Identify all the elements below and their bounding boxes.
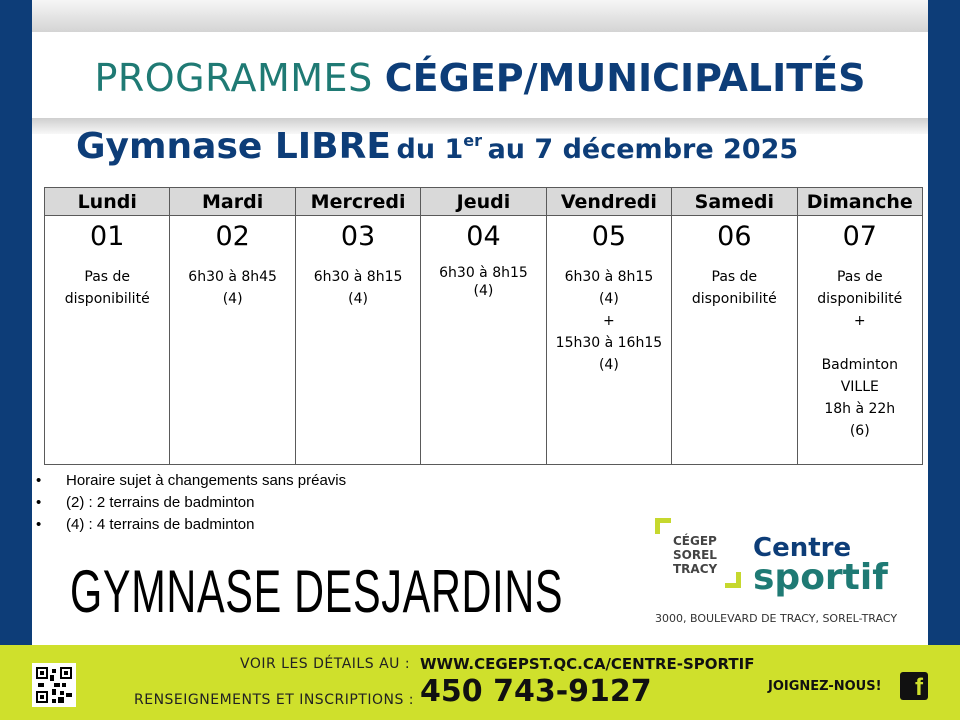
top-gradient-band [32, 0, 928, 32]
schedule-table [44, 187, 923, 465]
day-date: 04 [466, 221, 501, 252]
day-header-dimanche: Dimanche [797, 188, 922, 216]
centre-sportif-logo [655, 518, 925, 598]
day-cell-mardi [170, 216, 295, 465]
program-header [32, 56, 928, 100]
venue-name: GYMNASE DESJARDINS [70, 558, 564, 625]
right-border [928, 0, 960, 645]
join-us-text: JOIGNEZ-NOUS! [768, 679, 882, 694]
note-item: • Horaire sujet à changements sans préavis [34, 470, 346, 492]
website-link[interactable]: WWW.CEGEPST.QC.CA/CENTRE-SPORTIF [420, 655, 755, 673]
page-title [76, 126, 798, 167]
day-availability: Pas de disponibilité [64, 269, 150, 307]
notes-list [34, 470, 346, 536]
day-cell-dimanche [797, 216, 922, 465]
logo-cegep-text [673, 534, 717, 576]
day-header-lundi: Lundi [45, 188, 170, 216]
day-cell-jeudi [421, 216, 546, 465]
left-border [0, 0, 32, 645]
facebook-icon[interactable]: f [900, 672, 928, 700]
phone-number[interactable]: 450 743-9127 [420, 674, 652, 709]
day-availability: 6h30 à 8h15 (4) [313, 269, 403, 307]
day-availability: Pas de disponibilité [691, 269, 777, 307]
qr-code-icon[interactable] [32, 663, 76, 707]
info-label: RENSEIGNEMENTS ET INSCRIPTIONS : [134, 692, 414, 708]
day-availability: Pas de disponibilité + Badminton VILLE 18h à 22h (6) [817, 269, 903, 439]
address: 3000, BOULEVARD DE TRACY, SOREL-TRACY [655, 612, 898, 625]
title-date-sup: er [463, 131, 482, 150]
day-availability: 6h30 à 8h15 (4) + 15h30 à 16h15 (4) [555, 269, 663, 373]
day-date: 01 [90, 221, 125, 252]
logo-bracket-top-left [655, 518, 671, 534]
day-header-mercredi: Mercredi [295, 188, 420, 216]
logo-line-cegep: CÉGEP [673, 534, 717, 548]
title-main: Gymnase LIBRE [76, 126, 391, 167]
day-date: 07 [842, 221, 877, 252]
day-availability: 6h30 à 8h45 (4) [188, 269, 277, 307]
logo-sportif: sportif [753, 557, 888, 598]
header-title-bold: CÉGEP/MUNICIPALITÉS [384, 56, 866, 100]
day-cell-lundi [45, 216, 170, 465]
logo-line-tracy: TRACY [673, 562, 718, 576]
header-title-light: PROGRAMMES [94, 56, 373, 100]
title-date-suffix: au 7 décembre 2025 [487, 134, 799, 165]
day-cell-samedi [672, 216, 797, 465]
day-header-jeudi: Jeudi [421, 188, 546, 216]
day-header-samedi: Samedi [672, 188, 797, 216]
day-cell-mercredi [295, 216, 420, 465]
day-date: 03 [340, 221, 376, 252]
qr-code-graphic [34, 665, 74, 705]
details-label: VOIR LES DÉTAILS AU : [240, 656, 411, 672]
logo-line-sorel: SOREL [673, 548, 717, 562]
note-item: • (2) : 2 terrains de badminton [34, 492, 346, 514]
schedule-row [45, 216, 923, 465]
day-cell-vendredi [546, 216, 671, 465]
day-header-mardi: Mardi [170, 188, 295, 216]
day-date: 06 [717, 221, 752, 252]
schedule-header-row [45, 188, 923, 216]
logo-bracket-bottom-right [725, 572, 741, 588]
note-item: • (4) : 4 terrains de badminton [34, 514, 346, 536]
day-date: 02 [215, 221, 250, 252]
title-date-prefix: du 1 [396, 134, 464, 165]
day-header-vendredi: Vendredi [546, 188, 671, 216]
logo-centre: Centre [753, 533, 852, 563]
day-date: 05 [591, 221, 627, 252]
day-availability: 6h30 à 8h15 (4) [439, 265, 528, 299]
